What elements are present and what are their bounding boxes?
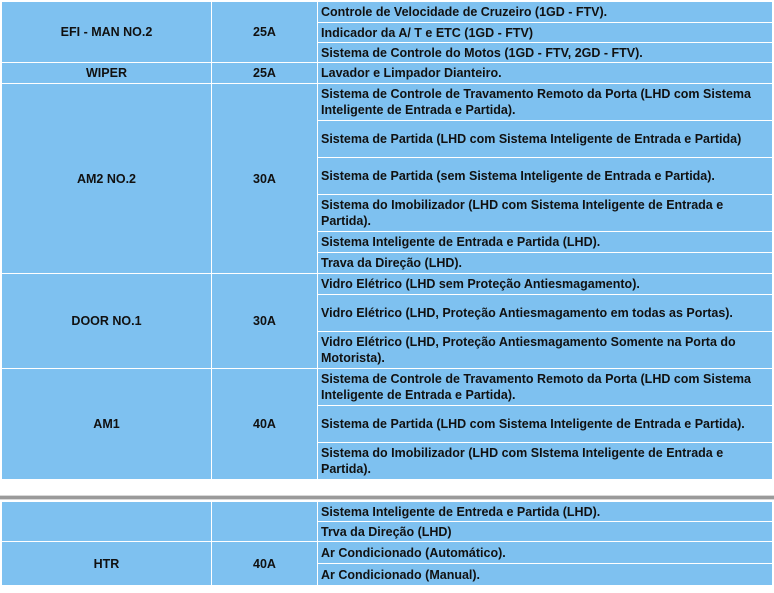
fuse-amperage-cell: 40A	[212, 369, 318, 480]
table-row	[2, 502, 773, 522]
fuse-amperage-cell: 25A	[212, 2, 318, 63]
circuit-description-cell: Trva da Direção (LHD)	[318, 522, 773, 542]
circuit-description-cell: Indicador da A/ T e ETC (1GD - FTV)	[318, 23, 773, 43]
table-row	[2, 63, 773, 84]
table-row	[2, 369, 773, 406]
fuse-amperage-cell: 30A	[212, 84, 318, 274]
circuit-description-cell: Vidro Elétrico (LHD, Proteção Antiesmagamento em todas as Portas).	[318, 295, 773, 332]
fuse-name-cell: AM2 NO.2	[2, 84, 212, 274]
table-row	[2, 84, 773, 121]
fuse-name-cell	[2, 502, 212, 542]
circuit-description-cell: Sistema de Partida (LHD com Sistema Inteligente de Entrada e Partida).	[318, 406, 773, 443]
circuit-description-cell: Sistema Inteligente de Entrada e Partida (LHD).	[318, 232, 773, 253]
circuit-description-cell: Sistema de Controle do Motos (1GD - FTV, 2GD - FTV).	[318, 43, 773, 63]
circuit-description-cell: Vidro Elétrico (LHD, Proteção Antiesmagamento Somente na Porta do Motorista).	[318, 332, 773, 369]
circuit-description-cell: Ar Condicionado (Automático).	[318, 542, 773, 564]
fuse-name-cell: AM1	[2, 369, 212, 480]
table-row	[2, 274, 773, 295]
circuit-description-cell: Sistema do Imobilizador (LHD com SIstema Inteligente de Entrada e Partida).	[318, 443, 773, 480]
fuse-name-cell: HTR	[2, 542, 212, 586]
circuit-description-cell: Sistema do Imobilizador (LHD com Sistema Inteligente de Entrada e Partida).	[318, 195, 773, 232]
circuit-description-cell: Sistema de Controle de Travamento Remoto da Porta (LHD com Sistema Inteligente de Entrada e Partida).	[318, 369, 773, 406]
page-break-divider	[0, 495, 774, 500]
table-row	[2, 2, 773, 23]
circuit-description-cell: Sistema de Partida (LHD com Sistema Inteligente de Entrada e Partida)	[318, 121, 773, 158]
circuit-description-cell: Ar Condicionado (Manual).	[318, 564, 773, 586]
fuse-amperage-cell: 30A	[212, 274, 318, 369]
fuse-amperage-cell	[212, 502, 318, 542]
circuit-description-cell: Controle de Velocidade de Cruzeiro (1GD - FTV).	[318, 2, 773, 23]
fuse-name-cell: WIPER	[2, 63, 212, 84]
circuit-description-cell: Sistema Inteligente de Entreda e Partida (LHD).	[318, 502, 773, 522]
circuit-description-cell: Sistema de Partida (sem Sistema Inteligente de Entrada e Partida).	[318, 158, 773, 195]
circuit-description-cell: Trava da Direção (LHD).	[318, 253, 773, 274]
circuit-description-cell: Lavador e Limpador Dianteiro.	[318, 63, 773, 84]
fuse-amperage-cell: 40A	[212, 542, 318, 586]
fuse-table-top	[1, 1, 773, 480]
fuse-table-bottom	[1, 501, 773, 586]
fuse-amperage-cell: 25A	[212, 63, 318, 84]
circuit-description-cell: Vidro Elétrico (LHD sem Proteção Antiesmagamento).	[318, 274, 773, 295]
fuse-name-cell: EFI - MAN NO.2	[2, 2, 212, 63]
table-row	[2, 542, 773, 564]
fuse-name-cell: DOOR NO.1	[2, 274, 212, 369]
circuit-description-cell: Sistema de Controle de Travamento Remoto da Porta (LHD com Sistema Inteligente de Entrada e Partida).	[318, 84, 773, 121]
